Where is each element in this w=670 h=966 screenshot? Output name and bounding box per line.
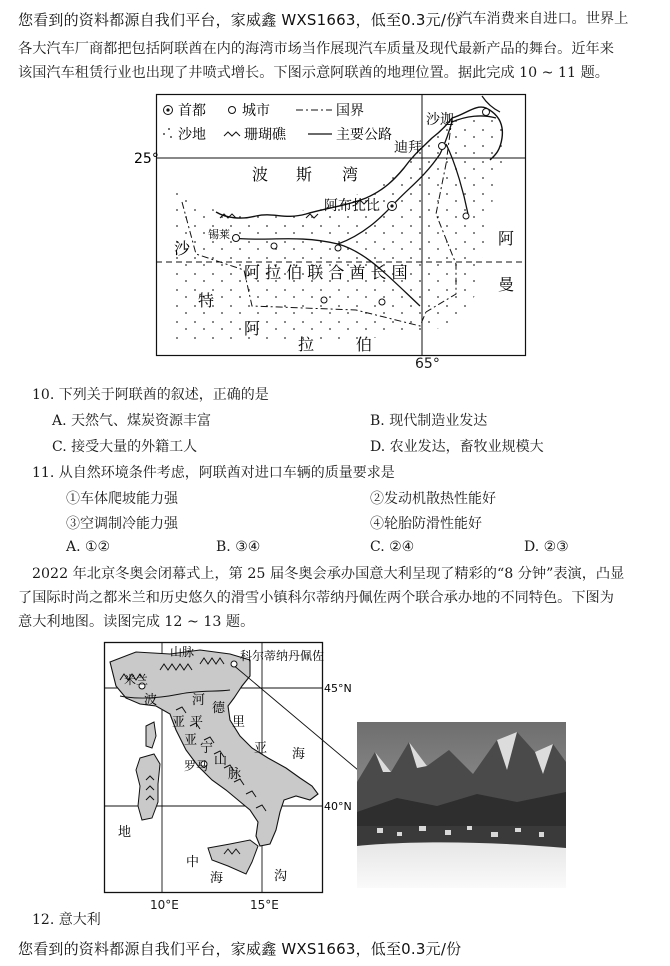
label-ning: 宁 xyxy=(200,741,214,756)
label-milan: 米兰 xyxy=(124,673,149,687)
label-dubai: 迪拜 xyxy=(394,140,422,156)
label-bo2: 伯 xyxy=(356,335,373,354)
label-gou: 沟 xyxy=(274,869,288,884)
label-si: 斯 xyxy=(296,165,313,184)
label-po-bo: 波 xyxy=(144,693,158,708)
para2-line-2: 意大利地图。读图完成 12 ~ 13 题。 xyxy=(18,614,255,630)
label-ya2: 亚 xyxy=(184,733,198,748)
q11-item-3: ③空调制冷能力强 xyxy=(66,516,178,532)
q10-stem: 10. 下列关于阿联酋的叙述，正确的是 xyxy=(32,387,269,403)
label-li: 里 xyxy=(232,715,246,730)
cortina-photo xyxy=(357,722,566,888)
para2-line-1: 了国际时尚之都米兰和历史悠久的滑雪小镇科尔蒂纳丹佩佐两个联合承办地的不同特色。下图为 xyxy=(18,590,614,606)
lon-15e: 15°E xyxy=(250,898,279,912)
label-shan: 山 xyxy=(170,645,183,659)
label-zhong: 中 xyxy=(186,855,200,870)
q11-item-1: ①车体爬坡能力强 xyxy=(66,491,178,507)
label-sha: 沙 xyxy=(174,239,191,258)
lon-65: 65° xyxy=(415,356,440,372)
q11-option-c: C. ②④ xyxy=(370,539,415,555)
label-bo: 波 xyxy=(252,165,269,184)
q10-option-d: D. 农业发达，畜牧业规模大 xyxy=(370,439,544,455)
label-ping: 平 xyxy=(190,715,204,730)
map-italy xyxy=(100,640,360,898)
label-man: 曼 xyxy=(498,275,515,294)
label-ya1: 亚 xyxy=(172,715,186,730)
q11-option-a: A. ①② xyxy=(66,539,111,555)
label-te: 特 xyxy=(198,291,215,310)
label-cortina: 科尔蒂纳丹佩佐 xyxy=(240,649,325,663)
q12-stem: 12. 意大利 xyxy=(32,912,101,928)
label-sharjah: 沙迦 xyxy=(426,112,454,128)
q11-option-b: B. ③④ xyxy=(216,539,261,555)
label-rome: 罗马 xyxy=(184,759,209,773)
legend-border: 国界 xyxy=(336,103,364,119)
label-hai2: 海 xyxy=(210,871,224,886)
label-mai2: 脉 xyxy=(228,767,242,782)
intro-line-0-text: 汽车消费来自进口。世界上 xyxy=(458,11,629,27)
lat-40n: 40°N xyxy=(324,800,352,813)
lat-25: 25° xyxy=(134,151,159,167)
q11-item-2: ②发动机散热性能好 xyxy=(370,491,496,507)
map-uae xyxy=(134,94,526,356)
legend-capital: 首都 xyxy=(178,103,206,119)
label-shan2: 山 xyxy=(214,753,228,768)
q10-option-a: A. 天然气、煤炭资源丰富 xyxy=(52,413,212,429)
label-abudhabi: 阿布扎比 xyxy=(324,198,380,214)
label-mai: 脉 xyxy=(182,645,195,659)
legend-road: 主要公路 xyxy=(336,127,392,143)
watermark-top: 您看到的资料都源自我们平台，家威鑫 WXS1663，低至0.3元/份 xyxy=(18,11,462,29)
label-xila: 锡莱 xyxy=(208,228,230,241)
intro-line-1: 各大汽车厂商都把包括阿联酋在内的海湾市场当作展现汽车质量及现代最新产品的舞台。近年来 xyxy=(18,41,614,57)
cortina-photo-drawing xyxy=(357,722,566,888)
label-wan: 湾 xyxy=(342,165,359,184)
legend-sand: 沙地 xyxy=(178,127,206,143)
lon-10e: 10°E xyxy=(150,898,179,912)
q10-option-b: B. 现代制造业发达 xyxy=(370,413,488,429)
label-uae: 阿 拉 伯 联 合 酋 长 国 xyxy=(244,263,408,282)
label-po-he: 河 xyxy=(192,693,206,708)
legend-city: 城市 xyxy=(242,103,270,119)
q11-option-d: D. ②③ xyxy=(524,539,569,555)
label-la: 拉 xyxy=(298,335,315,354)
watermark-bottom: 您看到的资料都源自我们平台，家威鑫 WXS1663，低至0.3元/份 xyxy=(18,940,462,958)
label-de: 德 xyxy=(212,701,226,716)
label-hai: 海 xyxy=(292,747,306,762)
q10-option-c: C. 接受大量的外籍工人 xyxy=(52,439,198,455)
label-di: 地 xyxy=(118,825,132,840)
label-ya3: 亚 xyxy=(254,741,268,756)
q11-stem: 11. 从自然环境条件考虑，阿联酋对进口车辆的质量要求是 xyxy=(32,465,395,481)
legend-reef: 珊瑚礁 xyxy=(244,127,286,143)
q11-item-4: ④轮胎防滑性能好 xyxy=(370,516,482,532)
para2-line-0: 2022 年北京冬奥会闭幕式上，第 25 届冬奥会承办国意大利呈现了精彩的“8 分钟”表演，凸显 xyxy=(32,566,625,582)
label-a2: 阿 xyxy=(498,229,515,248)
intro-line-2: 该国汽车租赁行业也出现了井喷式增长。下图示意阿联酋的地理位置。据此完成 10 ~ 11 题。 xyxy=(18,65,609,81)
label-a1: 阿 xyxy=(244,319,261,338)
lat-45n: 45°N xyxy=(324,682,352,695)
